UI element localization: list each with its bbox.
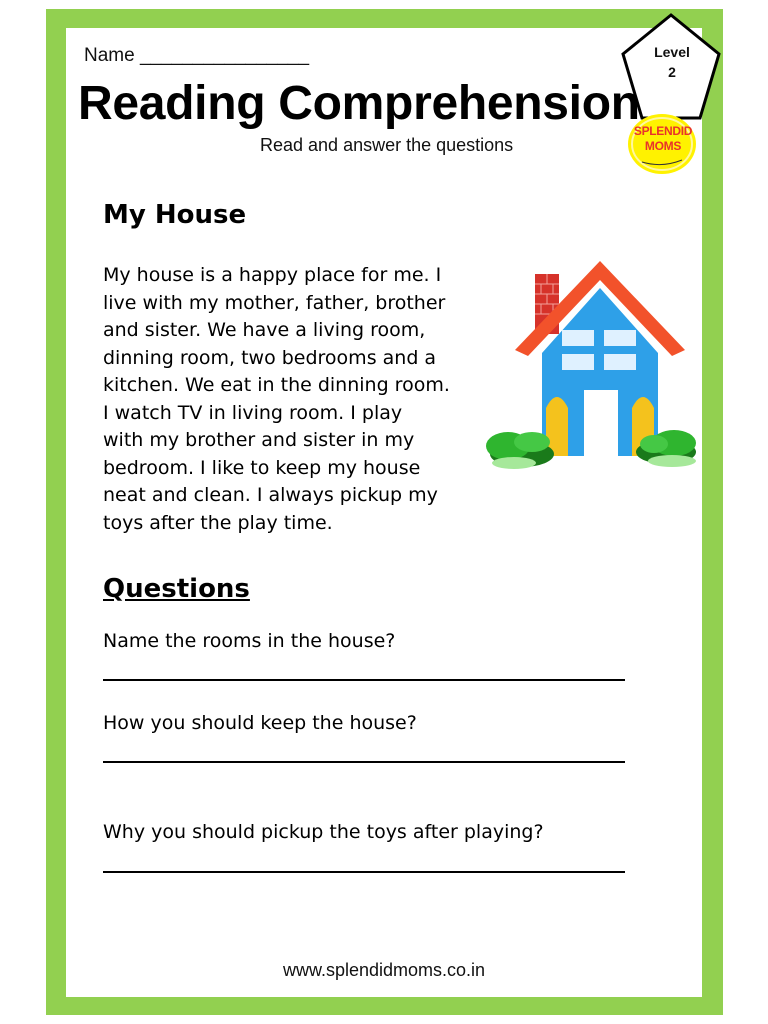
question-1: Name the rooms in the house?: [103, 630, 396, 652]
answer-line-2[interactable]: [103, 761, 625, 763]
question-3: Why you should pickup the toys after playing?: [103, 821, 544, 843]
story-text: [103, 262, 513, 537]
question-2: How you should keep the house?: [103, 712, 417, 734]
story-line: I watch TV in living room. I play: [103, 401, 403, 424]
story-line: with my brother and sister in my: [103, 429, 415, 451]
logo-line-1: SPLENDID: [633, 124, 693, 138]
door: [584, 390, 618, 456]
left-bush: [486, 432, 554, 469]
level-value: 2: [668, 64, 676, 80]
level-badge-text: [642, 42, 702, 82]
story-line: My house is a happy place for me. I: [103, 264, 442, 286]
story-line: neat and clean. I always pickup my: [103, 484, 438, 506]
story-line: kitchen. We eat in the dinning room.: [103, 374, 450, 396]
left-window: [546, 397, 568, 456]
page-title: Reading Comprehension: [78, 77, 640, 130]
logo-text: [620, 124, 706, 154]
house-icon: [480, 258, 700, 473]
story-title: My House: [103, 200, 247, 230]
story-line: bedroom. I like to keep my house: [103, 456, 421, 479]
footer-url: www.splendidmoms.co.in: [282, 960, 486, 980]
story-line: dinning room, two bedrooms and a: [103, 346, 437, 369]
story-line: toys after the play time.: [103, 511, 333, 534]
story-line: and sister. We have a living room,: [103, 319, 426, 341]
story-line: live with my mother, father, brother: [103, 291, 446, 314]
subtitle: Read and answer the questions: [260, 135, 514, 155]
level-label: Level: [654, 44, 690, 60]
logo-line-2: MOMS: [644, 139, 682, 153]
questions-title: Questions: [103, 574, 250, 604]
answer-line-3[interactable]: [103, 871, 625, 873]
answer-line-1[interactable]: [103, 679, 625, 681]
name-label: Name ________________: [84, 45, 310, 66]
